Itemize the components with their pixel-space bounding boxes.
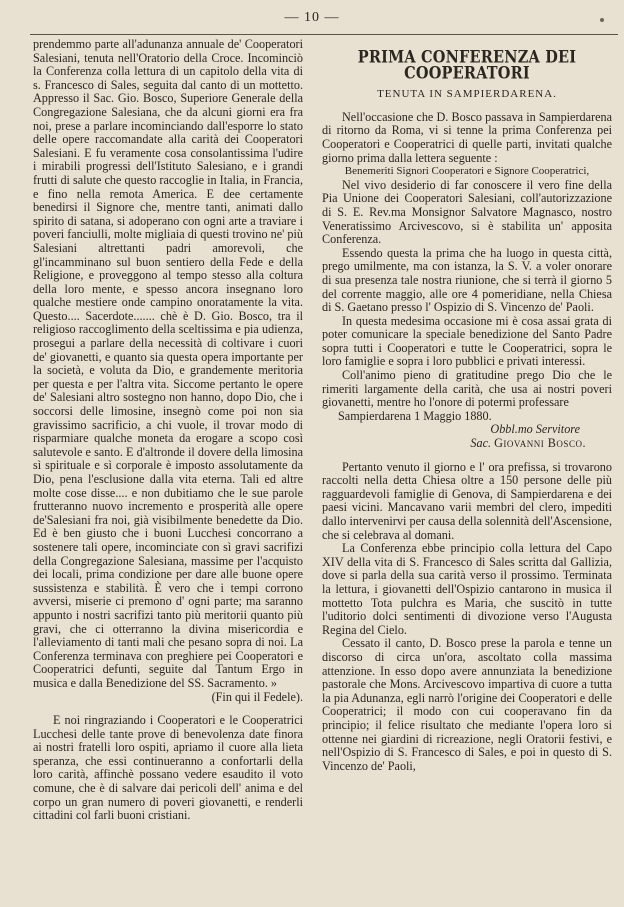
signature-name (322, 437, 612, 451)
intro-paragraph: Nell'occasione che D. Bosco passava in Sampierdarena di ritorno da Roma, vi si tenne la prima Conferenza pei Cooperatori e Cooperatrici di quelle parti, invitati qualche giorno prima dalla lettera seguente : (322, 109, 612, 165)
reading-paragraph: La Conferenza ebbe principio colla lettura del Capo XIV della vita di S. Francesco di Sales scritta dal Gallizia, dove si parla della sua carità verso il prossimo. Terminata la lettura, i giovanetti dell'Ospizio cantarono in musica il mottetto Tota pulchra es Maria, che suscitò in tutte l'uditorio dolci sentimenti di divozione verso l'Augusta Regina del Cielo. (322, 541, 612, 637)
signature-closing: Obbl.mo Servitore (490, 422, 580, 437)
ink-spot (600, 18, 604, 22)
letter-paragraph-3: In questa medesima occasione mi è cosa assai grata di poter comunicare la speciale benedizione del Santo Padre sopra tutti i Cooperatori e tutte le Cooperatrici, sopra le loro famiglie e sopra i loro pubblici e privati interessi. (322, 313, 612, 369)
header-rule (30, 34, 618, 35)
page-number: — 10 — (284, 10, 340, 25)
signature-author: Giovanni Bosco. (494, 436, 586, 451)
source-attribution: (Fin qui il Fedele). (211, 689, 303, 704)
article-title: PRIMA CONFERENZA DEI COOPERATORI (357, 47, 577, 83)
letter-paragraph-1: Nel vivo desiderio di far conoscere il vero fine della Pia Unione dei Cooperatori Salesiani, coll'autorizzazione di S. E. Rev.ma Monsignor Salvatore Magnasco, nostro Veneratissimo Arcivescovo, si è stabilita un' apposita Conferenza. (322, 177, 612, 247)
letter-dateline: Sampierdarena 1 Maggio 1880. (338, 408, 492, 423)
letter-salutation: Benemeriti Signori Cooperatori e Signore Cooperatrici, (344, 165, 590, 178)
attendance-paragraph: Pertanto venuto il giorno e l' ora prefissa, si trovarono raccolti nella detta Chiesa oltre a 150 persone delle più ragguardevoli famiglie di Genova, di Sampierdarena e dei paesi vicini. Mancavano varii membri del clero, impediti dallo intervenirvi per causa della solennità dell'Ascensione, che si celebrava al domani. (322, 459, 612, 542)
letter-paragraph-4: Coll'animo pieno di gratitudine prego Dio che le rimeriti largamente della carità, che usa ai nostri poveri giovanetti, mentre ho l'onore di potermi professare (322, 368, 612, 410)
lucca-report-paragraph: prendemmo parte all'adunanza annuale de' Cooperatori Salesiani, tenuta nell'Oratorio della Croce. Incominciò la Conferenza colla lettura di un capitolo della vita di s. Francesco di Sales, seguita dal canto di un mottetto. Appresso il Sac. Gio. Bosco, Superiore Generale della Congregazione Salesiana, che da alcuni giorni era fra noi, prese a parlare incominciando dall'esporre lo stato delle opere raccomandate alla carità dei Cooperatori Salesiani. E fu veramente cosa consolantissima l'udire i mirabili progressi dell'Istituto Salesiano, e i grandi frutti di salute che questo raccoglie in Italia, in Francia, e fino nella remota America. E dee certamente benedirsi il Signore che, mentre tanti, animati dallo spirito di satana, si adoperano con ogni arte a traviare i poveri fanciulli, molte migliaia di questi trovino ne' più Salesiani altrettanti padri amorevoli, che gl'incamminano sul buon sentiero della Fede e della Religione, e proveggono al tempo stesso alla coltura della loro mente, e spesso ancora insegnano loro qualche mestiere onde campino onoratamente la vita. Questo.... Sacerdote....... chè è D. Gio. Bosco, tra il religioso raccoglimento della sceltissima e pia udienza, prosegui a parlare della necessità di coltivare i cuori de' giovanetti, e quanto sia questa opera importante per la società, e voluta da Dio, e grandemente meritoria per questa e per l'altra vita. Siccome pertanto le opere de' Salesiani altro sostegno non hanno, dopo Dio, che i soccorsi delle limosine, insegnò come poi non sia gravissimo sacrificio, a chi vuole, il trovar modo di risparmiare qualche moneta da erogare a scopo così salutevole e santo. E d'altronde il dovere della limosina sì spirituale e sì corporale è imposto assolutamente da Dio, pena l'esclusione dalla vita eterna. Tali ed altre molte cose disse.... e non dubitiamo che le sue parole frutteranno nuovo incremento e prosperità alle opere de'Salesiani fra noi, già visibilmente benedette da Dio. Ed è ben giusto che i buoni Lucchesi concorrano a sostenere tali opere, incominciate con sì gravi sacrifizi della Congregazione Salesiana, massime per l'acquisto dei locali, prima condizione per dare alle buone opere sussistenza e stabilità. È vero che i tempi corrono avversi, miserie ci premono d' ogni parte; ma saranno appunto i nostri sacrifizi tanto più meritorii quanto più gravi, che ci otterranno la divina misericordia e l'alleviamento di tanti mali che pesano sopra di noi. La Conferenza terminava con preghiere pei Cooperatori e Cooperatrici defunti, seguite dal Tantum Ergo in musica e dalla Benedizione del SS. Sacramento. » (33, 37, 303, 690)
left-column (33, 38, 303, 823)
discourse-paragraph: Cessato il canto, D. Bosco prese la parola e tenne un discorso di circa un'ora, ascoltato colla massima attenzione. In esso dopo avere annunziata la benedizione pastorale che Mons. Arcivescovo impartiva di cuore a tutta la pia Adunanza, egli narrò l'origine dei Cooperatori e delle Cooperatrici; il modo con cui cooperavano fin da principio; il felice risultato che mediante l'opera loro si ottenne nei giardini di ricreazione, negli Oratorii festivi, e nell'Ospizio di S. Francesco di Sales, e poi in questo di S. Vincenzo de' Paoli, (322, 636, 612, 773)
right-column (322, 38, 612, 773)
article-subtitle: TENUTA IN SAMPIERDARENA. (377, 88, 557, 101)
signature-role: Sac. (470, 436, 492, 451)
letter-paragraph-2: Essendo questa la prima che ha luogo in questa città, prego umilmente, ma con istanza, la S. V. a voler onorare di sua presenza tale nostra riunione, che si terrà il giorno 5 del corrente maggio, alle ore 4 pomeridiane, nella Chiesa di S. Gaetano presso l' Ospizio di S. Vincenzo de' Paoli. (322, 245, 612, 315)
thanks-paragraph: E noi ringraziando i Cooperatori e le Cooperatrici Lucchesi delle tante prove di benevolenza date finora ai nostri fratelli loro ospiti, apriamo il cuore alla lieta speranza, che essi continueranno a confortarli della loro carità, affinchè possano vedere esaudito il voto comune, che è di salvare dai pericoli dell' anima e del corpo un gran numero di poveri giovanetti, e renderli cittadini col farli buoni cristiani. (33, 713, 303, 823)
